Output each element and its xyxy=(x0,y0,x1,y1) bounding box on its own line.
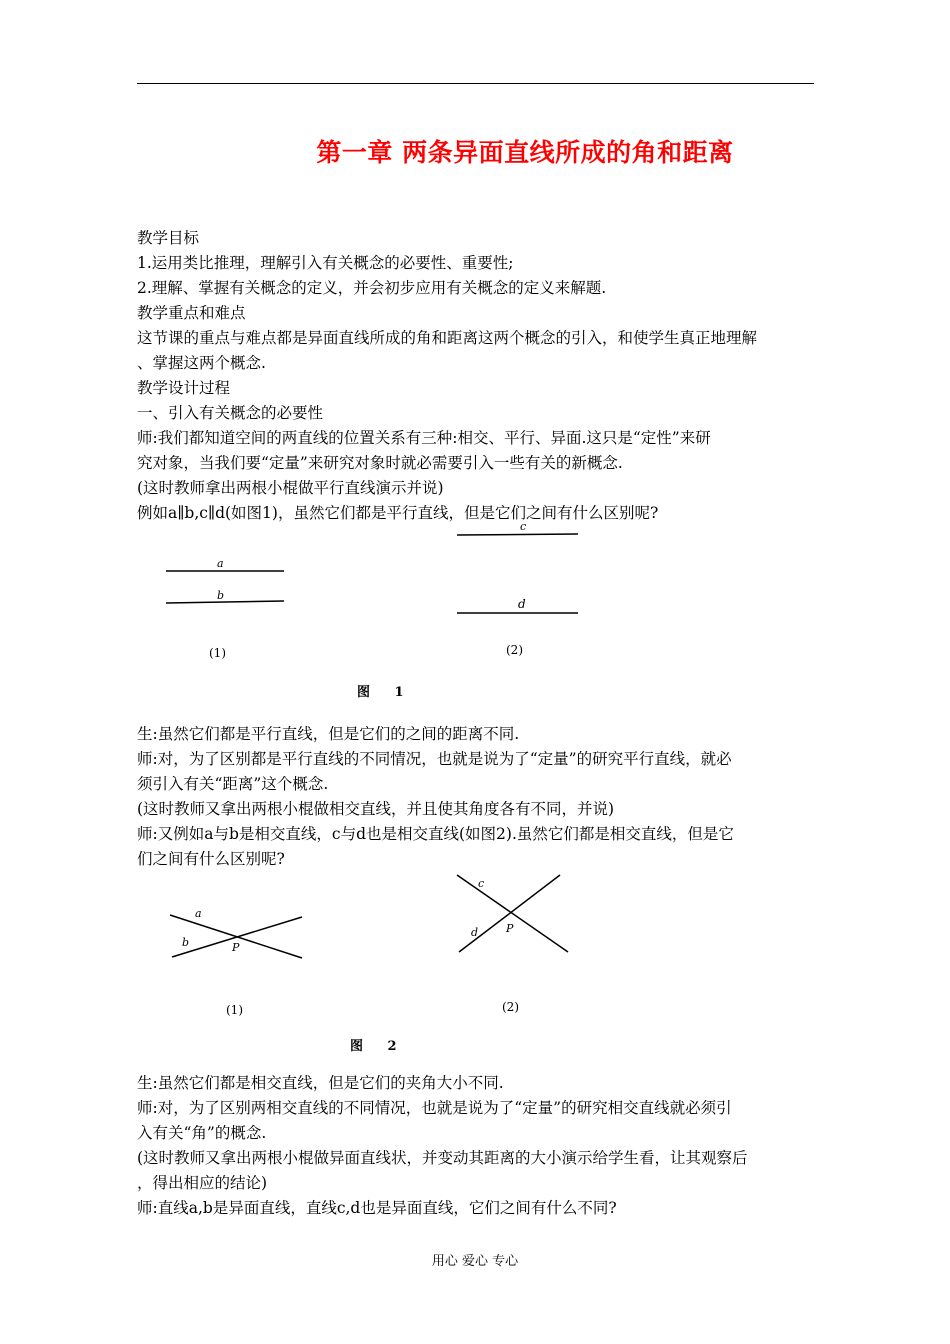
text-line: 1.运用类比推理，理解引入有关概念的必要性、重要性; xyxy=(137,254,514,272)
text-line: 究对象，当我们要“定量”来研究对象时就必需要引入一些有关的新概念. xyxy=(137,454,623,472)
text-line: 这节课的重点与难点都是异面直线所成的角和距离这两个概念的引入，和使学生真正地理解 xyxy=(137,329,758,347)
text-line: 生:虽然它们都是相交直线，但是它们的夹角大小不同. xyxy=(137,1074,504,1092)
label-d: d xyxy=(471,926,479,939)
figure-2-sub-2: (2) xyxy=(502,1000,519,1014)
text-line: (这时教师又拿出两根小棍做相交直线，并且使其角度各有不同，并说) xyxy=(137,800,615,818)
text-line: 们之间有什么区别呢? xyxy=(137,850,285,868)
page-title: 第一章 两条异面直线所成的角和距离 xyxy=(316,138,734,167)
text-line: 师:我们都知道空间的两直线的位置关系有三种:相交、平行、异面.这只是“定性”来研 xyxy=(137,429,711,447)
figure-1-title: 图 1 xyxy=(357,685,414,700)
label-a: a xyxy=(195,907,202,920)
text-line: 教学重点和难点 xyxy=(137,304,246,322)
header-rule xyxy=(137,83,814,84)
text-line: 须引入有关“距离”这个概念. xyxy=(137,775,329,793)
text-line: 师:对，为了区别两相交直线的不同情况，也就是说为了“定量”的研究相交直线就必须引 xyxy=(137,1099,732,1117)
text-line: 师:又例如a与b是相交直线，c与d也是相交直线(如图2).虽然它们都是相交直线，但是它 xyxy=(137,825,734,843)
text-line: ，得出相应的结论) xyxy=(137,1174,268,1192)
text-line: 入有关“角”的概念. xyxy=(137,1124,267,1142)
label-c: c xyxy=(520,520,527,533)
figure-1-sub-2: (2) xyxy=(506,643,523,657)
label-p: P xyxy=(506,922,514,935)
label-b: b xyxy=(217,589,225,602)
label-b: b xyxy=(182,936,190,949)
text-line: 2.理解、掌握有关概念的定义，并会初步应用有关概念的定义来解题. xyxy=(137,279,607,297)
figure-2-title: 图 2 xyxy=(350,1039,407,1054)
text-line: (这时教师拿出两根小棍做平行直线演示并说) xyxy=(137,479,444,497)
text-line: 师:直线a,b是异面直线，直线c,d也是异面直线，它们之间有什么不同? xyxy=(137,1199,617,1217)
text-line: 、掌握这两个概念. xyxy=(137,354,266,372)
figure-2-sub-1: (1) xyxy=(226,1003,243,1017)
figure-1-sub-1: (1) xyxy=(209,646,226,660)
text-line: 教学目标 xyxy=(137,229,200,247)
text-line: 生:虽然它们都是平行直线，但是它们的之间的距离不同. xyxy=(137,725,520,743)
label-d: d xyxy=(518,597,526,611)
text-line: 例如a∥b,c∥d(如图1)，虽然它们都是平行直线，但是它们之间有什么区别呢? xyxy=(137,504,659,522)
page-footer: 用心 爱心 专心 xyxy=(431,1254,519,1269)
figure-2-intersecting-lines xyxy=(140,865,620,995)
label-p: P xyxy=(232,941,240,954)
label-c: c xyxy=(478,877,485,890)
text-line: (这时教师又拿出两根小棍做异面直线状，并变动其距离的大小演示给学生看，让其观察后 xyxy=(137,1149,748,1167)
text-line: 教学设计过程 xyxy=(137,379,231,397)
text-line: 师:对，为了区别都是平行直线的不同情况，也就是说为了“定量”的研究平行直线，就必 xyxy=(137,750,732,768)
text-line: 一、引入有关概念的必要性 xyxy=(137,404,324,422)
label-a: a xyxy=(217,557,224,570)
